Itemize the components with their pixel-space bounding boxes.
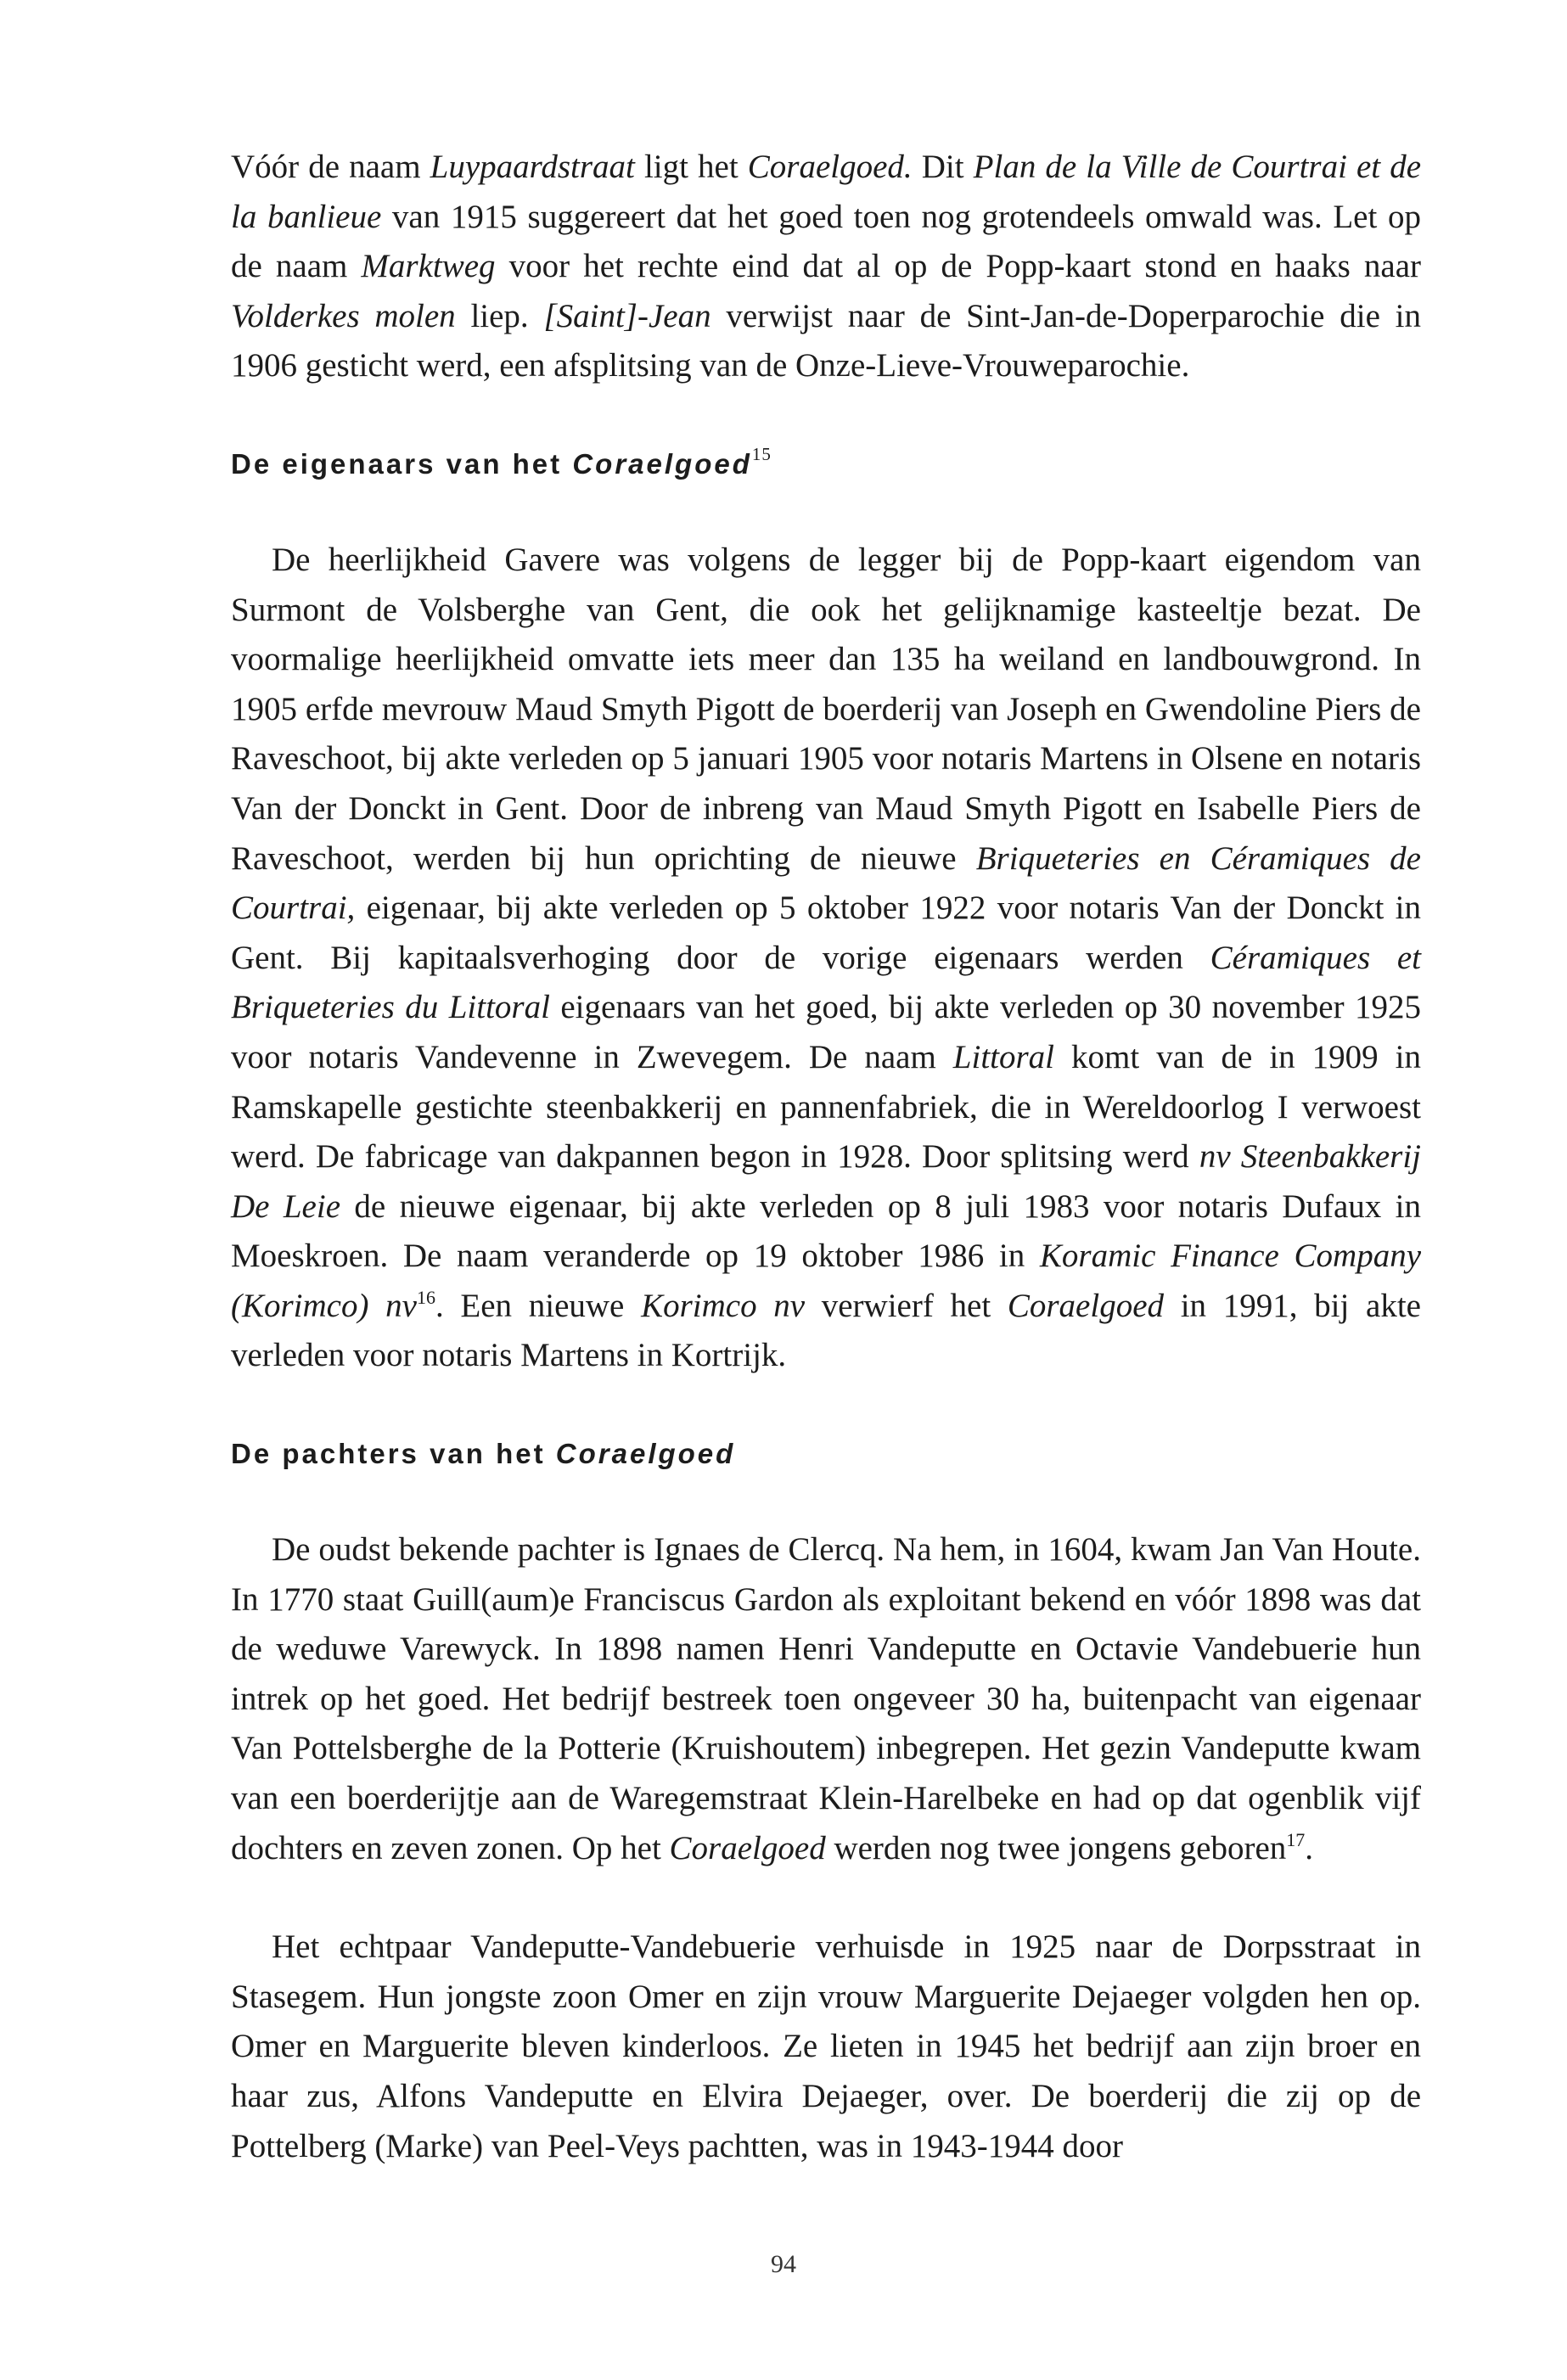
italic-run: Coraelgoed: [1007, 1287, 1165, 1324]
text-run: komt van de in 1909 in Ramskapelle gestichte steenbakkerij en pannenfabriek, die in Wereldoorlog I verwoest werd. De fabricage van dakpannen begon in 1928. Door splitsing werd: [231, 1038, 1421, 1176]
italic-run: Littoral: [952, 1038, 1055, 1075]
italic-run: Korimco nv: [641, 1287, 806, 1324]
italic-run: Marktweg: [361, 248, 496, 285]
text-run: verwierf het: [805, 1287, 1008, 1324]
text-column: [231, 143, 1421, 2171]
text-run: verwijst naar de Sint-Jan-de-Doperparochie die in 1906 gesticht werd, een afsplitsing van de Onze-Lieve-Vrouweparochie.: [231, 297, 1421, 385]
footnote-ref: 15: [751, 443, 772, 464]
italic-run: Luypaardstraat: [430, 149, 635, 185]
heading-italic: Coraelgoed: [572, 447, 752, 480]
heading-italic: Coraelgoed: [555, 1438, 736, 1470]
text-run: De heerlijkheid Gavere was volgens de legger bij de Popp-kaart eigendom van Surmont de Volsberghe van Gent, die ook het gelijknamige kasteeltje bezat. De voormalige heerlijkheid omvatte iets meer dan 135 ha weiland en landbouwgrond. In 1905 erfde mevrouw Maud Smyth Pigott de boerderij van Joseph en Gwendoline Piers de Raveschoot, bij akte verleden op 5 januari 1905 voor notaris Martens in Olsene en notaris Van der Donckt in Gent. Door de inbreng van Maud Smyth Pigott en Isabelle Piers de Raveschoot, werden bij hun oprichting de nieuwe: [231, 541, 1421, 877]
italic-run: [Saint]-Jean: [543, 297, 711, 334]
tenants-paragraph: [231, 1525, 1421, 1873]
heading-text: De eigenaars van het: [231, 447, 573, 480]
text-run: van 1915 suggereert dat het goed toen nog grotendeels omwald was. Let op de naam: [231, 198, 1421, 285]
italic-run: Volderkes molen: [231, 297, 456, 334]
footnote-ref: 16: [416, 1286, 435, 1308]
text-run: liep.: [455, 297, 544, 334]
italic-run: Koramic Finance Company (Korimco) nv: [231, 1238, 1422, 1324]
page-number: 94: [771, 2250, 796, 2278]
text-run: de nieuwe eigenaar, bij akte verleden op 8 juli 1983 voor notaris Dufaux in Moeskroen. De naam veranderde op 19 oktober 1986 in: [231, 1187, 1421, 1275]
text-run: ligt het: [634, 149, 748, 185]
text-run: .: [1305, 1829, 1314, 1866]
text-run: Dit: [912, 149, 974, 185]
text-run: voor het rechte eind dat al op de Popp-kaart stond en haaks naar: [495, 248, 1422, 285]
text-run: . Een nieuwe: [435, 1287, 642, 1324]
intro-paragraph: [231, 143, 1421, 391]
italic-run: Coraelgoed: [669, 1829, 826, 1866]
tenants-paragraph-2: Het echtpaar Vandeputte-Vandebuerie verhuisde in 1925 naar de Dorpsstraat in Stasegem. Hun jongste zoon Omer en zijn vrouw Marguerite Dejaeger volgden hen op. Omer en Marguerite bleven kinderloos. Ze lieten in 1945 het bedrijf aan zijn broer en haar zus, Alfons Vandeputte en Elvira Dejaeger, over. De boerderij die zij op de Pottelberg (Marke) van Peel-Veys pachtten, was in 1943-1944 door: [231, 1928, 1421, 2164]
owners-paragraph: [231, 536, 1421, 1381]
footnote-ref: 17: [1286, 1828, 1306, 1850]
text-run: Vóór de naam: [231, 149, 430, 185]
italic-run: Briqueteries en Céramiques de Courtrai,: [231, 839, 1421, 927]
italic-run: Coraelgoed.: [747, 149, 913, 185]
italic-run: Plan de la Ville de Courtrai et de la banlieue: [231, 149, 1422, 235]
italic-run: Céramiques et Briqueteries du Littoral: [231, 939, 1422, 1026]
text-run: eigenaar, bij akte verleden op 5 oktober 1922 voor notaris Van der Donckt in Gent. Bij kapitaalsverhoging door de vorige eigenaars werden: [231, 890, 1421, 976]
heading-text: De pachters van het: [231, 1438, 556, 1470]
section-heading-tenants: [231, 1437, 1421, 1471]
italic-run: nv Steenbakkerij De Leie: [231, 1138, 1422, 1225]
text-run: De oudst bekende pachter is Ignaes de Clercq. Na hem, in 1604, kwam Jan Van Houte. In 1770 staat Guill(aum)e Franciscus Gardon als exploitant bekend en vóór 1898 was dat de weduwe Varewyck. In 1898 namen Henri Vandeputte en Octavie Vandebuerie hun intrek op het goed. Het bedrijf bestreek toen ongeveer 30 ha, buitenpacht van eigenaar Van Pottelsberghe de la Potterie (Kruishoutem) inbegrepen. Het gezin Vandeputte kwam van een boerderijtje aan de Waregemstraat Klein-Harelbeke en had op dat ogenblik vijf dochters en zeven zonen. Op het: [231, 1531, 1421, 1866]
text-run: werden nog twee jongens geboren: [825, 1829, 1287, 1866]
section-heading-owners: [231, 443, 1421, 481]
text-run: eigenaars van het goed, bij akte verleden op 30 november 1925 voor notaris Vandevenne in Zwevegem. De naam: [231, 989, 1422, 1075]
text-run: in 1991, bij akte verleden voor notaris Martens in Kortrijk.: [231, 1287, 1421, 1374]
